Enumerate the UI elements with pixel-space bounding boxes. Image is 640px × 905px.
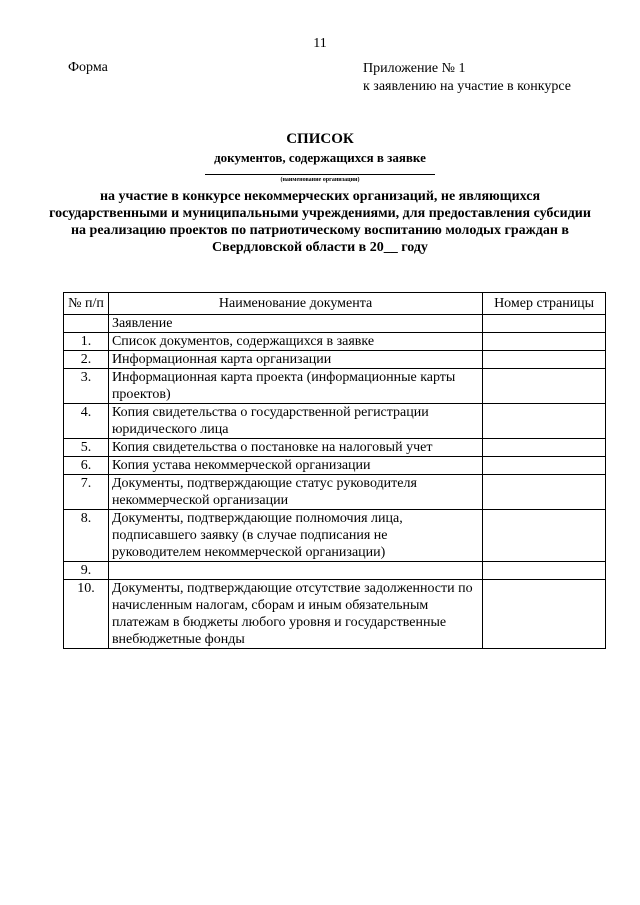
documents-table	[63, 292, 606, 649]
table-row	[64, 351, 606, 369]
row-document-name: Копия устава некоммерческой организации	[108, 457, 482, 475]
appendix-reference	[363, 60, 571, 96]
table-row	[64, 457, 606, 475]
row-number: 10.	[64, 580, 109, 649]
row-number: 3.	[64, 369, 109, 404]
row-document-name: Информационная карта организации	[108, 351, 482, 369]
row-number: 6.	[64, 457, 109, 475]
table-row	[64, 562, 606, 580]
row-page-cell	[483, 510, 606, 562]
row-page-cell	[483, 404, 606, 439]
row-page-cell	[483, 457, 606, 475]
row-number: 8.	[64, 510, 109, 562]
document-title-block	[0, 130, 640, 256]
row-page-cell	[483, 369, 606, 404]
document-purpose: на участие в конкурсе некоммерческих организаций, не являющихся государственными и муниципальными учреждениями, для предоставления субсидии на реализацию проектов по патриотическому воспитанию молодых граждан в Свердловской области в 20__ году	[49, 189, 591, 255]
table-row	[64, 404, 606, 439]
row-number: 9.	[64, 562, 109, 580]
row-document-name	[108, 562, 482, 580]
row-document-name: Документы, подтверждающие статус руководителя некоммерческой организации	[108, 475, 482, 510]
row-document-name: Заявление	[108, 315, 482, 333]
row-page-cell	[483, 475, 606, 510]
table-header-row	[64, 293, 606, 315]
table-row	[64, 315, 606, 333]
row-document-name: Список документов, содержащихся в заявке	[108, 333, 482, 351]
row-number	[64, 315, 109, 333]
table-row	[64, 333, 606, 351]
form-label: Форма	[68, 60, 108, 75]
row-document-name: Информационная карта проекта (информационные карты проектов)	[108, 369, 482, 404]
row-number: 4.	[64, 404, 109, 439]
table-row	[64, 439, 606, 457]
row-number: 5.	[64, 439, 109, 457]
table-row	[64, 475, 606, 510]
row-number: 1.	[64, 333, 109, 351]
row-page-cell	[483, 562, 606, 580]
row-page-cell	[483, 439, 606, 457]
organization-name-caption: (наименование организации)	[205, 174, 435, 185]
table-row	[64, 580, 606, 649]
row-page-cell	[483, 351, 606, 369]
row-page-cell	[483, 333, 606, 351]
row-number: 7.	[64, 475, 109, 510]
header-document-name: Наименование документа	[108, 293, 482, 315]
appendix-line-2: к заявлению на участие в конкурсе	[363, 79, 571, 94]
table-row	[64, 369, 606, 404]
row-number: 2.	[64, 351, 109, 369]
row-document-name: Документы, подтверждающие полномочия лица, подписавшего заявку (в случае подписания не руководителем некоммерческой организации)	[108, 510, 482, 562]
page-number: 11	[313, 36, 327, 51]
header-page-number: Номер страницы	[483, 293, 606, 315]
appendix-line-1: Приложение № 1	[363, 61, 466, 76]
row-document-name: Копия свидетельства о постановке на налоговый учет	[108, 439, 482, 457]
row-page-cell	[483, 315, 606, 333]
document-title: СПИСОК	[286, 131, 354, 147]
row-document-name: Копия свидетельства о государственной регистрации юридического лица	[108, 404, 482, 439]
header-number: № п/п	[64, 293, 109, 315]
row-document-name: Документы, подтверждающие отсутствие задолженности по начисленным налогам, сборам и иным обязательным платежам в бюджеты любого уровня и государственные внебюджетные фонды	[108, 580, 482, 649]
row-page-cell	[483, 580, 606, 649]
document-subtitle: документов, содержащихся в заявке	[214, 150, 426, 165]
table-row	[64, 510, 606, 562]
